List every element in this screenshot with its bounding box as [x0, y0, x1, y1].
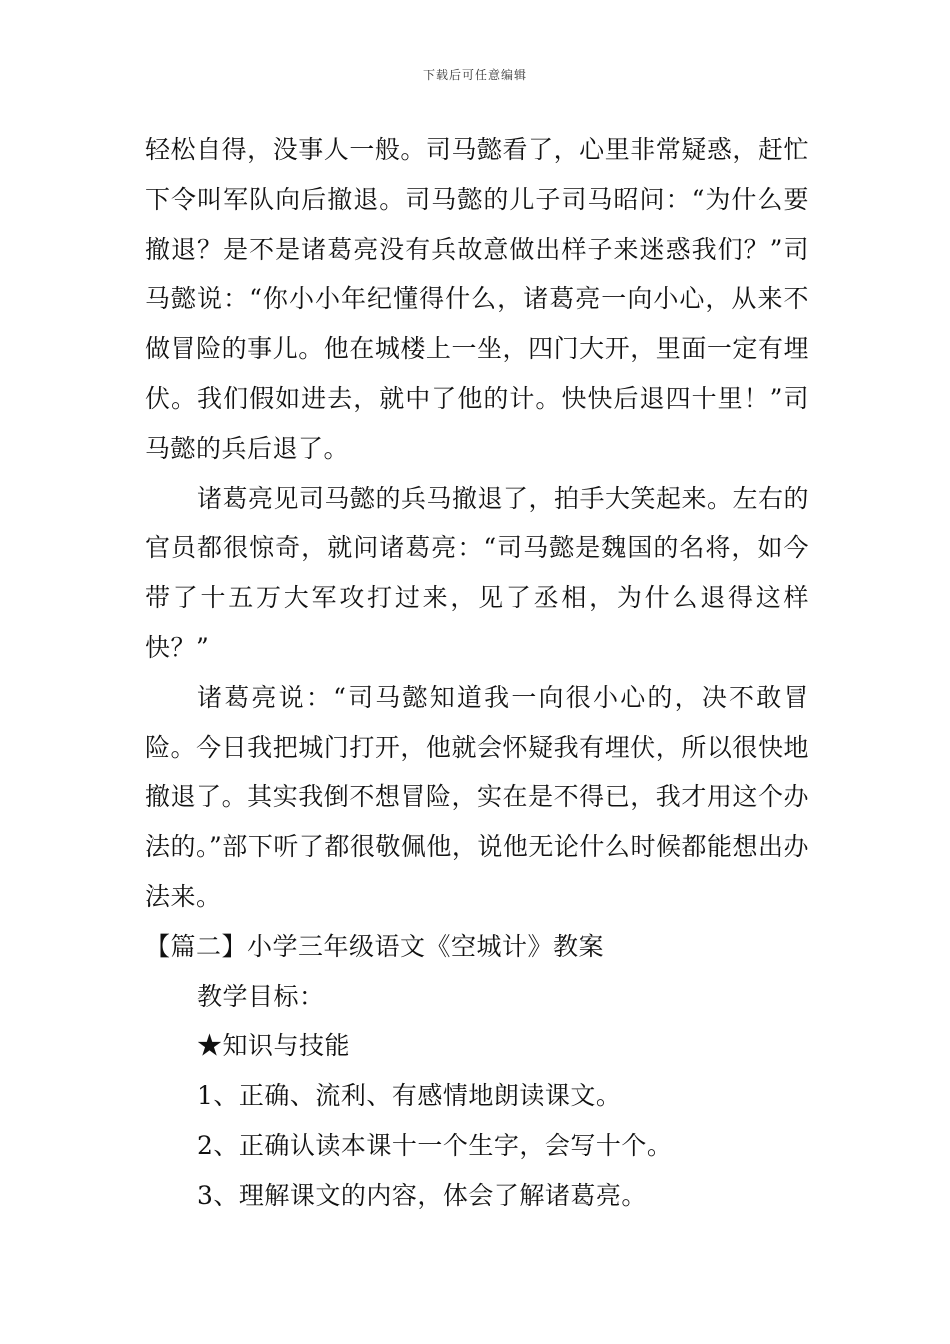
teaching-goals-label: 教学目标： [197, 981, 325, 1011]
goal-item-2: 2、正确认读本课十一个生字，会写十个。 [197, 1130, 673, 1160]
page-header-note: 下载后可任意编辑 [422, 68, 527, 82]
skills-label: ★知识与技能 [197, 1031, 351, 1061]
goal-item-3: 3、理解课文的内容，体会了解诸葛亮。 [197, 1180, 647, 1210]
goal-item-1: 1、正确、流利、有感情地朗读课文。 [197, 1081, 622, 1111]
lesson-heading: 【篇二】小学三年级语文《空城计》教案 [145, 931, 605, 961]
story-paragraph-1: 轻松自得，没事人一般。司马懿看了，心里非常疑惑，赶忙下令叫军队向后撤退。司马懿的儿子司马昭问：“为什么要撤退？是不是诸葛亮没有兵故意做出样子来迷惑我们？”司马懿说：“你小小年纪懂得什么，诸葛亮一向小心，从来不做冒险的事儿。他在城楼上一坐，四门大开，里面一定有埋伏。我们假如进去，就中了他的计。快快后退四十里！”司马懿的兵后退了。 [145, 135, 809, 463]
document-body [145, 125, 809, 1221]
story-paragraph-3: 诸葛亮说：“司马懿知道我一向很小心的，决不敢冒险。今日我把城门打开，他就会怀疑我有埋伏，所以很快地撤退了。其实我倒不想冒险，实在是不得已，我才用这个办法的。”部下听了都很敬佩他，说他无论什么时候都能想出办法来。 [145, 682, 809, 911]
story-paragraph-2: 诸葛亮见司马懿的兵马撤退了，拍手大笑起来。左右的官员都很惊奇，就问诸葛亮：“司马懿是魏国的名将，如今带了十五万大军攻打过来，见了丞相，为什么退得这样快？” [145, 483, 810, 662]
